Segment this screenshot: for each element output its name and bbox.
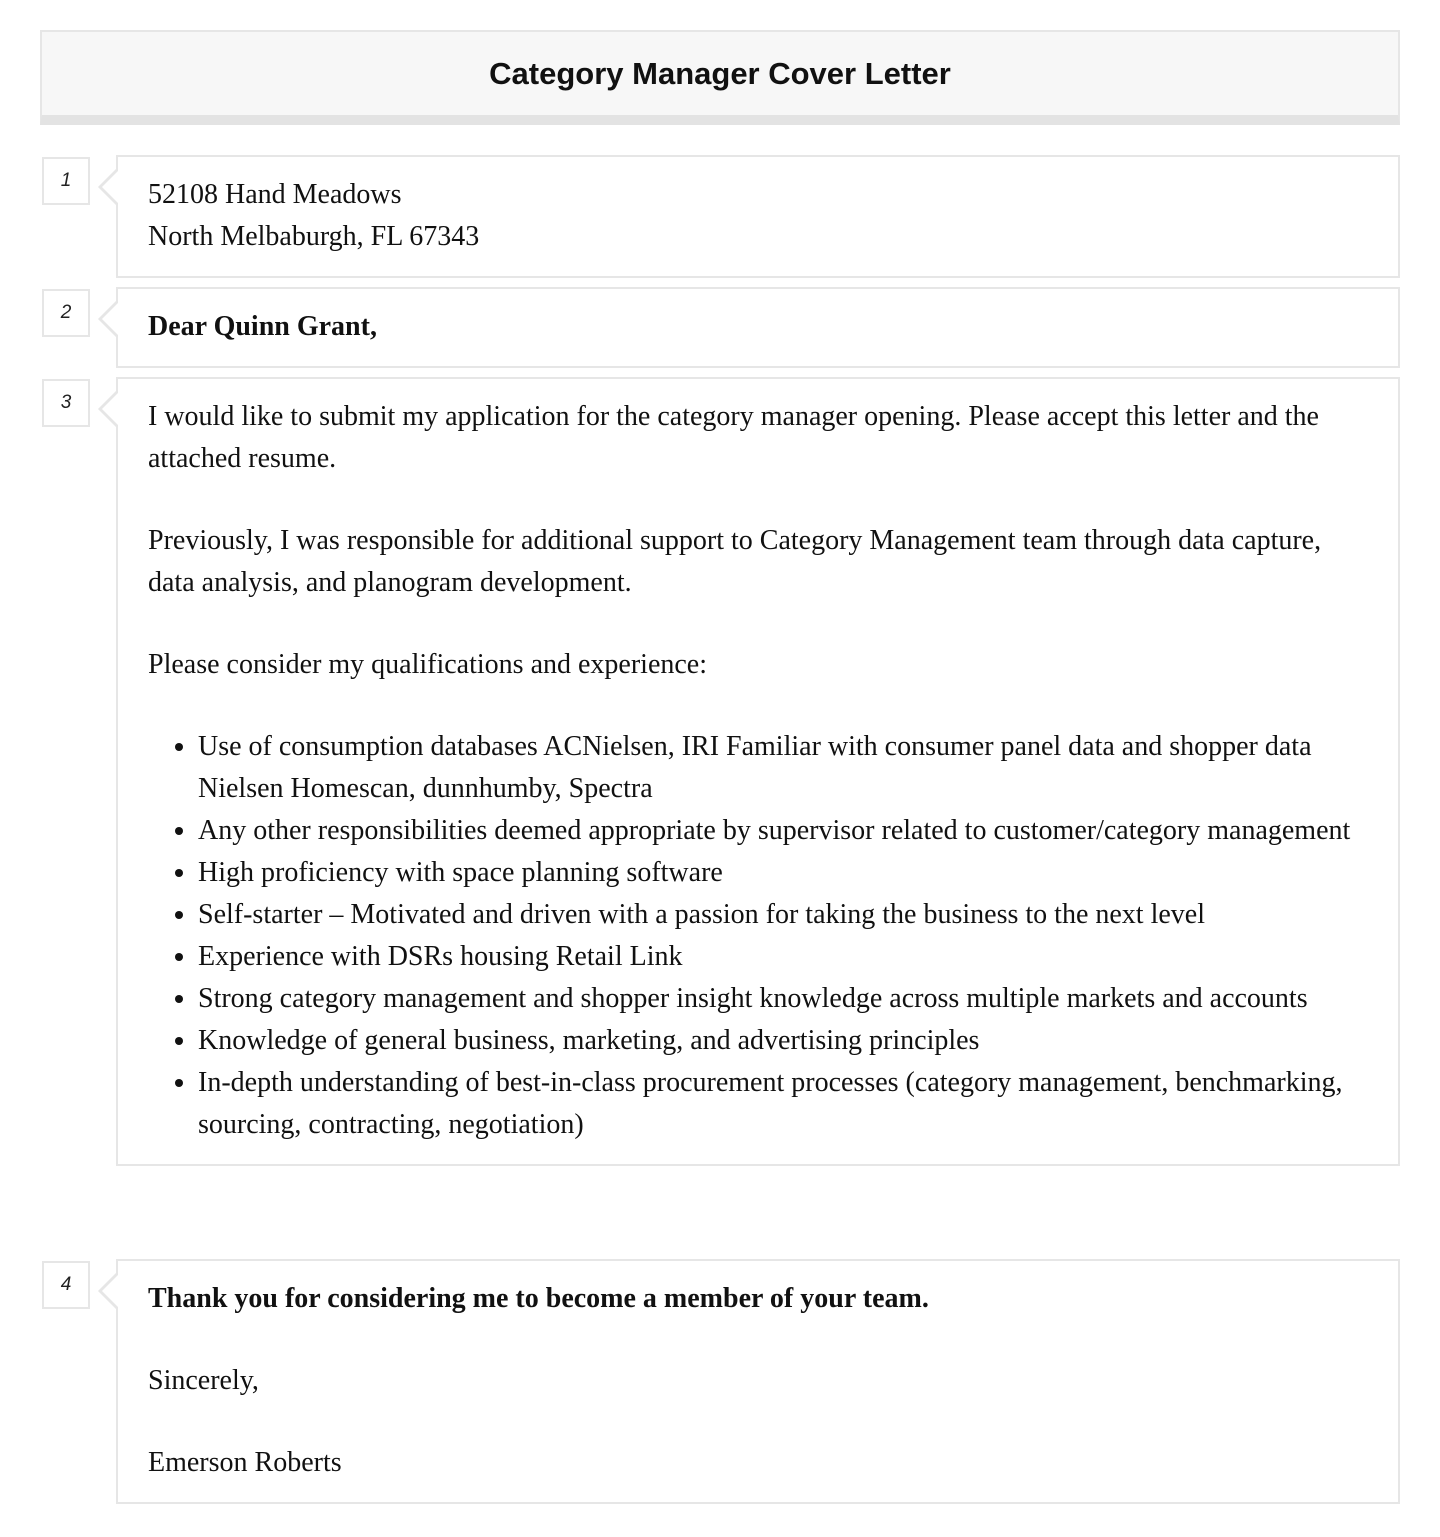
section-number: 3	[42, 379, 90, 427]
letter-header	[40, 30, 1400, 125]
thanks-paragraph: Thank you for considering me to become a member of your team.	[148, 1283, 929, 1314]
closing-phrase: Sincerely,	[148, 1365, 259, 1396]
previous-paragraph: Previously, I was responsible for additional support to Category Management team through data capture, data analysis, and planogram development.	[148, 525, 1322, 598]
list-item: • Knowledge of general business, marketing, and advertising principles	[198, 1020, 1368, 1062]
address-box	[116, 155, 1400, 278]
section-number: 4	[42, 1261, 90, 1309]
list-item: • Self-starter – Motivated and driven with a passion for taking the business to the next level	[198, 894, 1368, 936]
body-box	[116, 377, 1400, 1166]
list-item: • Any other responsibilities deemed appropriate by supervisor related to customer/category management	[198, 810, 1368, 852]
address-line-2: North Melbaburgh, FL 67343	[148, 221, 480, 252]
closing-box	[116, 1259, 1400, 1504]
section-number: 1	[42, 157, 90, 205]
page-title: Category Manager Cover Letter	[489, 56, 951, 91]
list-item: • Experience with DSRs housing Retail Link	[198, 936, 1368, 978]
address-line-1: 52108 Hand Meadows	[148, 179, 402, 210]
intro-paragraph: I would like to submit my application for the category manager opening. Please accept this letter and the attached resume.	[148, 401, 1319, 474]
salutation: Dear Quinn Grant,	[148, 311, 377, 342]
qualifications-list	[148, 726, 1368, 1146]
list-item: • Strong category management and shopper insight knowledge across multiple markets and accounts	[198, 978, 1368, 1020]
consider-paragraph: Please consider my qualifications and experience:	[148, 649, 708, 680]
signature-name: Emerson Roberts	[148, 1447, 342, 1478]
section-number: 2	[42, 289, 90, 337]
list-item: • High proficiency with space planning software	[198, 852, 1368, 894]
list-item: • Use of consumption databases ACNielsen, IRI Familiar with consumer panel data and shopper data Nielsen Homescan, dunnhumby, Spectra	[198, 726, 1368, 810]
salutation-box	[116, 287, 1400, 368]
list-item: • In-depth understanding of best-in-class procurement processes (category management, benchmarking, sourcing, contracting, negotiation)	[198, 1062, 1368, 1146]
